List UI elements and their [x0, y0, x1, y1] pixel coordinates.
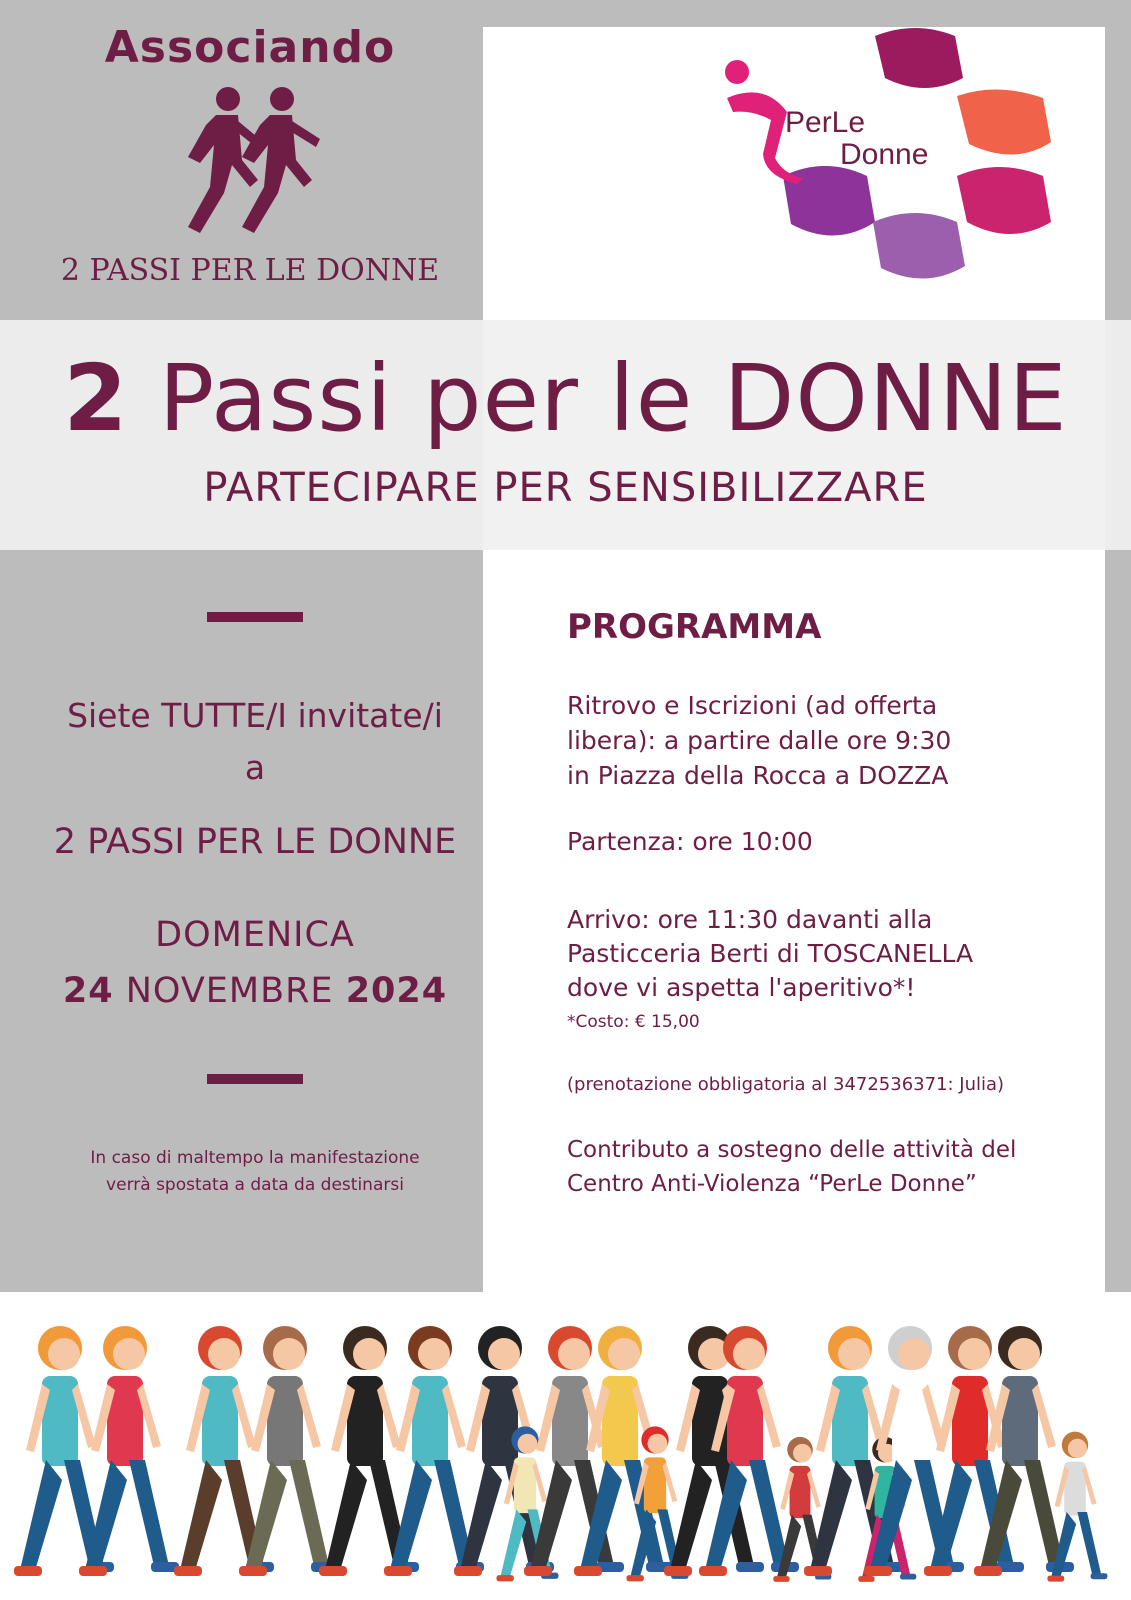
- contributo-line1: Contributo a sostegno delle attività del: [567, 1137, 1017, 1163]
- ritrovo-line3: in Piazza della Rocca a DOZZA: [567, 761, 949, 790]
- partenza-text: Partenza: ore 10:00: [567, 827, 813, 856]
- ritrovo-text: [567, 688, 1087, 793]
- contributo-line2: Centro Anti-Violenza “PerLe Donne”: [567, 1171, 977, 1197]
- walking-person: [1047, 1432, 1107, 1582]
- event-title: [0, 345, 1131, 452]
- prenotazione-text: (prenotazione obbligatoria al 3472536371: Julia): [567, 1074, 1005, 1095]
- event-date: [30, 971, 480, 1011]
- runners-icon: [170, 85, 330, 240]
- logo-text-line1: PerLe: [785, 106, 866, 139]
- arrivo-line3: dove vi aspetta l'aperitivo*!: [567, 973, 916, 1002]
- contributo-text: [567, 1133, 1087, 1201]
- logo-hex-2: [957, 89, 1051, 154]
- walking-person: [79, 1326, 179, 1576]
- logo-hex-4: [957, 167, 1051, 234]
- ritrovo-line1: Ritrovo e Iscrizioni (ad offerta: [567, 691, 938, 720]
- ritrovo-line2: libera): a partire dalle ore 9:30: [567, 726, 952, 755]
- perle-donne-logo: [725, 26, 1085, 316]
- event-title-number: 2: [63, 345, 129, 452]
- invite-line2: a: [244, 748, 266, 787]
- event-month: NOVEMBRE: [125, 971, 334, 1011]
- event-tagline: PARTECIPARE PER SENSIBILIZZARE: [203, 465, 928, 511]
- walking-person: [974, 1326, 1074, 1576]
- walking-crowd-illustration: [10, 1300, 1120, 1590]
- arrivo-line1: Arrivo: ore 11:30 davanti alla: [567, 905, 933, 934]
- event-weekday: DOMENICA: [155, 915, 355, 955]
- costo-text: *Costo: € 15,00: [567, 1012, 700, 1032]
- divider-bottom: [207, 1074, 303, 1084]
- arrivo-text: [567, 903, 1087, 1005]
- arrivo-line2: Pasticceria Berti di TOSCANELLA: [567, 939, 974, 968]
- event-title-text: Passi per le DONNE: [158, 345, 1068, 452]
- walking-person: [239, 1326, 339, 1576]
- weather-notice: [30, 1145, 480, 1199]
- weather-line2: verrà spostata a data da destinarsi: [106, 1175, 404, 1195]
- event-year: 2024: [345, 971, 448, 1011]
- association-name: Associando: [104, 22, 396, 73]
- weather-line1: In caso di maltempo la manifestazione: [90, 1148, 420, 1168]
- invite-line1: Siete TUTTE/I invitate/i: [67, 696, 443, 735]
- invite-text: [30, 690, 480, 794]
- event-day: 24: [62, 971, 114, 1011]
- divider-top: [207, 612, 303, 622]
- logo-figure-head: [725, 60, 749, 84]
- invite-event-name: 2 PASSI PER LE DONNE: [53, 822, 457, 862]
- association-subtitle: 2 PASSI PER LE DONNE: [60, 253, 440, 288]
- logo-hex-5: [873, 213, 965, 279]
- programma-heading: PROGRAMMA: [567, 607, 822, 647]
- logo-text-line2: Donne: [840, 138, 929, 171]
- logo-hex-1: [875, 28, 963, 88]
